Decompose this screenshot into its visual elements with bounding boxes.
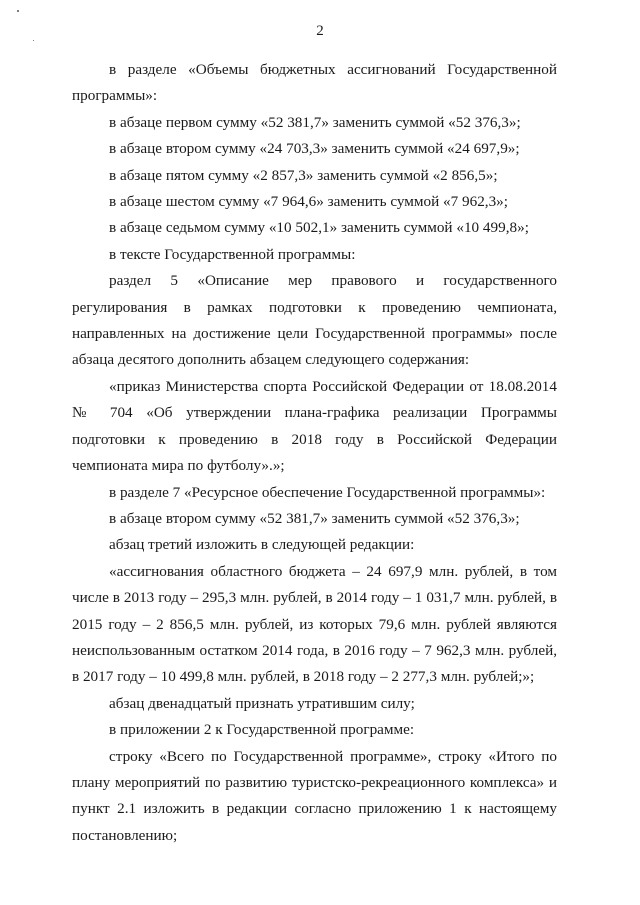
paragraph: абзац двенадцатый признать утратившим силу; — [109, 694, 415, 712]
paragraph: в разделе «Объемы бюджетных ассигнований Государственной программы»: — [72, 61, 557, 105]
paragraph: в приложении 2 к Государственной программе: — [109, 721, 415, 739]
paragraph: в тексте Государственной программы: — [109, 245, 356, 263]
paragraph: в абзаце пятом сумму «2 857,3» заменить суммой «2 856,5»; — [109, 166, 498, 184]
document-body — [72, 57, 557, 849]
paragraph: «приказ Министерства спорта Российской Федерации от 18.08.2014 № 704 «Об утверждении плана-графика реализации Программы подготовки к проведению в 2018 году в Российской Федерации чемпионата мира по футболу».»; — [72, 377, 557, 475]
paragraph: в абзаце первом сумму «52 381,7» заменить суммой «52 376,3»; — [109, 113, 521, 131]
scan-speck — [33, 40, 34, 41]
scan-speck — [17, 10, 19, 12]
paragraph: в разделе 7 «Ресурсное обеспечение Государственной программы»: — [109, 483, 546, 501]
paragraph: раздел 5 «Описание мер правового и государственного регулирования в рамках подготовки к проведению чемпионата, направленных на достижение цели Государственной программы» после абзаца десятого дополнить абзацем следующего содержания: — [72, 272, 557, 369]
page-number: 2 — [316, 23, 324, 39]
paragraph: в абзаце седьмом сумму «10 502,1» заменить суммой «10 499,8»; — [109, 219, 529, 237]
paragraph: в абзаце шестом сумму «7 964,6» заменить суммой «7 962,3»; — [109, 193, 508, 211]
paragraph: в абзаце втором сумму «24 703,3» заменить суммой «24 697,9»; — [109, 140, 520, 158]
paragraph: в абзаце втором сумму «52 381,7» заменить суммой «52 376,3»; — [109, 509, 520, 527]
paragraph: абзац третий изложить в следующей редакции: — [109, 536, 415, 554]
paragraph: строку «Всего по Государственной программе», строку «Итого по плану мероприятий по развитию туристско-рекреационного комплекса» и пункт 2.1 изложить в редакции согласно приложению 1 к настоящему постановлению; — [72, 747, 557, 844]
paragraph: «ассигнования областного бюджета – 24 697,9 млн. рублей, в том числе в 2013 году – 295,3 млн. рублей, в 2014 году – 1 031,7 млн. рублей, в 2015 году – 2 856,5 млн. рублей, из которых 79,6 млн. рублей являются неиспользованным остатком 2014 года, в 2016 году – 7 962,3 млн. рублей, в 2017 году – 10 499,8 млн. рублей, в 2018 году – 2 277,3 млн. рублей;»; — [72, 562, 557, 686]
